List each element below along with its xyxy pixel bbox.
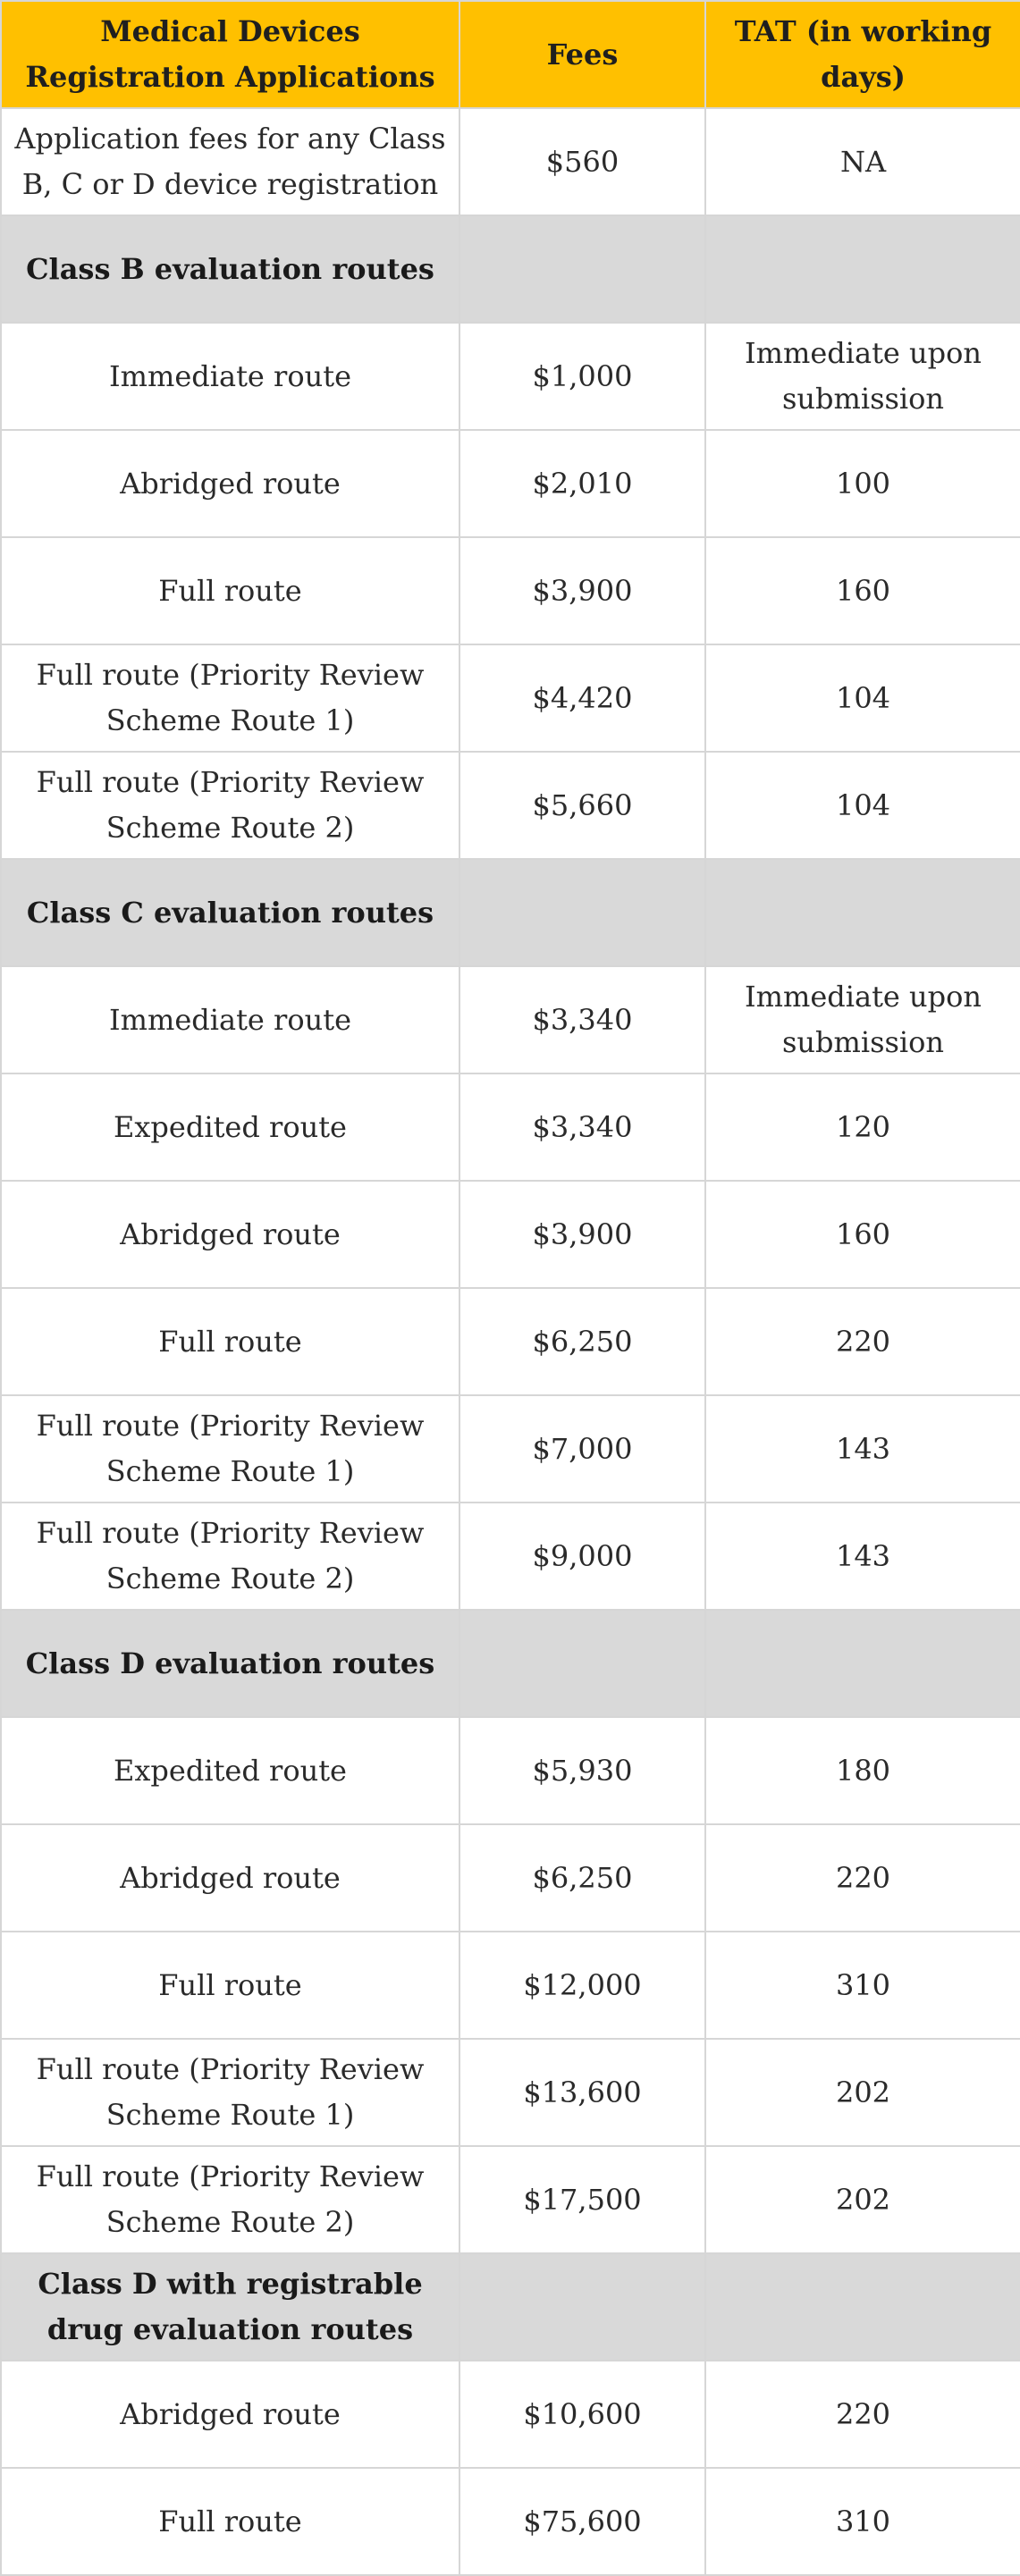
tat-cell: [705, 1610, 1020, 1717]
fee-cell: $5,930: [459, 1717, 705, 1824]
tat-cell: NA: [705, 108, 1020, 215]
table-row: [1, 2468, 1020, 2575]
section-title: Class D with registrable drug evaluation routes: [1, 2253, 459, 2361]
tat-cell: 220: [705, 1288, 1020, 1395]
tat-cell: 310: [705, 2468, 1020, 2575]
fee-cell: $75,600: [459, 2468, 705, 2575]
table-row: [1, 966, 1020, 1073]
fee-cell: $10,600: [459, 2361, 705, 2468]
route-cell: Full route (Priority Review Scheme Route 1): [1, 1395, 459, 1503]
fee-cell: $9,000: [459, 1503, 705, 1610]
route-cell: Full route (Priority Review Scheme Route 2): [1, 2146, 459, 2253]
route-cell: Abridged route: [1, 1824, 459, 1932]
tat-cell: 220: [705, 1824, 1020, 1932]
tat-cell: 104: [705, 644, 1020, 752]
tat-cell: 180: [705, 1717, 1020, 1824]
route-cell: Immediate route: [1, 966, 459, 1073]
route-cell: Full route: [1, 537, 459, 644]
fee-cell: $4,420: [459, 644, 705, 752]
fee-cell: $3,340: [459, 966, 705, 1073]
table-row: [1, 1181, 1020, 1288]
tat-cell: [705, 2253, 1020, 2361]
table-row: [1, 537, 1020, 644]
fee-cell: [459, 1610, 705, 1717]
fee-cell: $3,900: [459, 1181, 705, 1288]
fee-cell: [459, 215, 705, 323]
fee-cell: $17,500: [459, 2146, 705, 2253]
section-header-row: [1, 2253, 1020, 2361]
route-cell: Full route: [1, 2468, 459, 2575]
table-row: [1, 1073, 1020, 1181]
table-row: [1, 430, 1020, 537]
route-cell: Full route (Priority Review Scheme Route 2): [1, 752, 459, 859]
route-cell: Full route: [1, 1932, 459, 2039]
table-row: [1, 2039, 1020, 2146]
fee-cell: [459, 2253, 705, 2361]
fee-cell: $13,600: [459, 2039, 705, 2146]
route-cell: Abridged route: [1, 430, 459, 537]
table-row: [1, 1395, 1020, 1503]
fee-cell: $5,660: [459, 752, 705, 859]
table-row: [1, 1503, 1020, 1610]
header-tat: TAT (in working days): [705, 1, 1020, 108]
route-cell: Full route (Priority Review Scheme Route 1): [1, 644, 459, 752]
section-header-row: [1, 1610, 1020, 1717]
section-header-row: [1, 859, 1020, 966]
tat-cell: 310: [705, 1932, 1020, 2039]
route-cell: Abridged route: [1, 2361, 459, 2468]
table-row: [1, 1824, 1020, 1932]
section-title: Class C evaluation routes: [1, 859, 459, 966]
table-body: [1, 108, 1020, 2575]
fee-cell: $560: [459, 108, 705, 215]
fee-cell: $7,000: [459, 1395, 705, 1503]
route-cell: Full route (Priority Review Scheme Route 1): [1, 2039, 459, 2146]
tat-cell: 120: [705, 1073, 1020, 1181]
header-fees: Fees: [459, 1, 705, 108]
table-row: [1, 644, 1020, 752]
tat-cell: [705, 215, 1020, 323]
fee-cell: $3,340: [459, 1073, 705, 1181]
table-row: [1, 108, 1020, 215]
tat-cell: 160: [705, 1181, 1020, 1288]
fee-cell: $6,250: [459, 1288, 705, 1395]
table-row: [1, 1932, 1020, 2039]
fee-cell: $6,250: [459, 1824, 705, 1932]
tat-cell: 202: [705, 2146, 1020, 2253]
fee-cell: $12,000: [459, 1932, 705, 2039]
tat-cell: 143: [705, 1395, 1020, 1503]
route-cell: Immediate route: [1, 323, 459, 430]
section-title: Class D evaluation routes: [1, 1610, 459, 1717]
fee-cell: [459, 859, 705, 966]
fee-cell: $1,000: [459, 323, 705, 430]
fee-cell: $2,010: [459, 430, 705, 537]
route-cell: Full route (Priority Review Scheme Route 2): [1, 1503, 459, 1610]
tat-cell: 104: [705, 752, 1020, 859]
table-row: [1, 752, 1020, 859]
route-cell: Application fees for any Class B, C or D device registration: [1, 108, 459, 215]
tat-cell: 202: [705, 2039, 1020, 2146]
tat-cell: [705, 859, 1020, 966]
section-header-row: [1, 215, 1020, 323]
tat-cell: 160: [705, 537, 1020, 644]
table-row: [1, 1288, 1020, 1395]
route-cell: Expedited route: [1, 1073, 459, 1181]
table-row: [1, 2146, 1020, 2253]
header-row: [1, 1, 1020, 108]
route-cell: Expedited route: [1, 1717, 459, 1824]
route-cell: Full route: [1, 1288, 459, 1395]
fee-cell: $3,900: [459, 537, 705, 644]
route-cell: Abridged route: [1, 1181, 459, 1288]
section-title: Class B evaluation routes: [1, 215, 459, 323]
tat-cell: 220: [705, 2361, 1020, 2468]
tat-cell: Immediate upon submission: [705, 323, 1020, 430]
table-row: [1, 1717, 1020, 1824]
header-applications: Medical Devices Registration Applications: [1, 1, 459, 108]
table-header: [1, 1, 1020, 108]
tat-cell: 100: [705, 430, 1020, 537]
table-row: [1, 323, 1020, 430]
table-row: [1, 2361, 1020, 2468]
tat-cell: 143: [705, 1503, 1020, 1610]
tat-cell: Immediate upon submission: [705, 966, 1020, 1073]
